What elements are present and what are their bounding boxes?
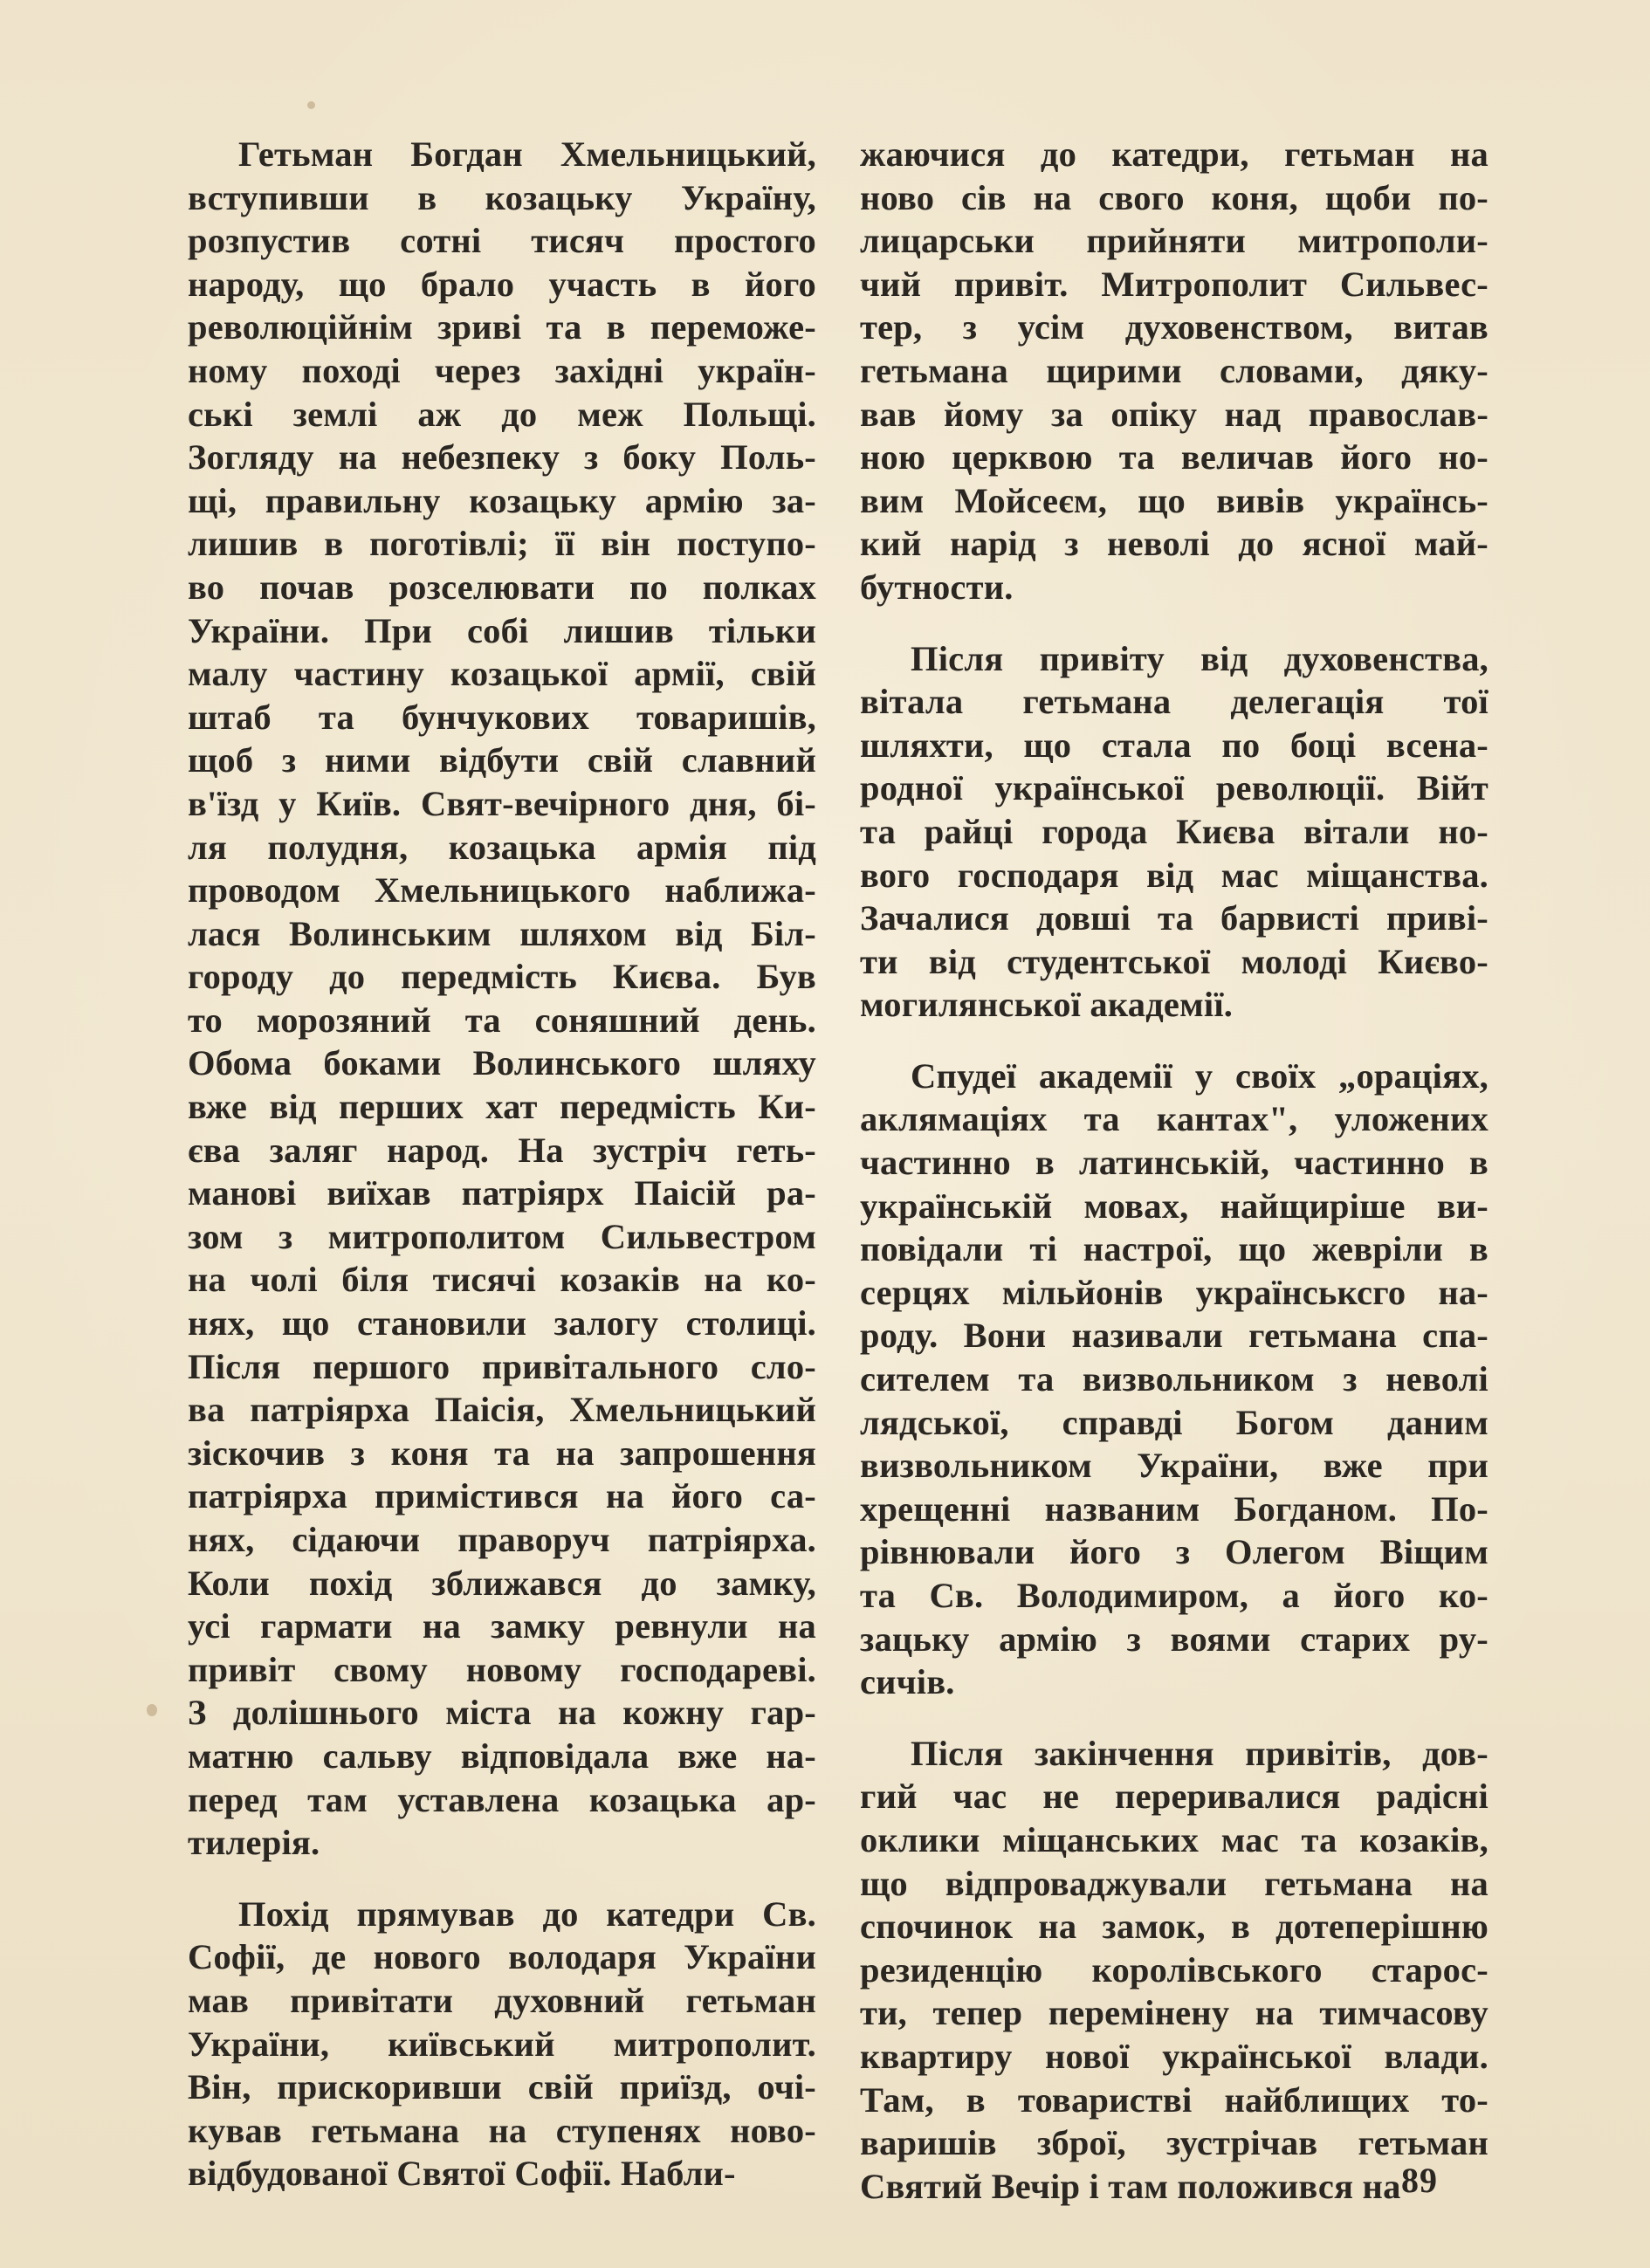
text-line: перед там уставлена козацька ар- <box>188 1779 816 1819</box>
text-line: та райці города Києва вітали но- <box>860 811 1488 851</box>
text-line: гетьмана щирими словами, дяку- <box>860 350 1488 390</box>
text-line: ва патріярха Паісія, Хмельницький <box>188 1390 816 1430</box>
text-line: та Св. Володимиром, а його ко- <box>860 1576 1488 1615</box>
text-line: кував гетьмана на ступенях ново- <box>188 2110 816 2150</box>
text-line: чий привіт. Митрополит Сильвес- <box>860 264 1488 304</box>
text-line: бутности. <box>860 567 1014 607</box>
text-line: революційнім зриві та в переможе- <box>188 307 816 347</box>
text-line: аклямаціях та кантах", уложених <box>860 1099 1488 1139</box>
text-line: українській мовах, найщиріше ви- <box>860 1186 1488 1226</box>
text-line: матню сальву відповідала вже на- <box>188 1735 816 1776</box>
text-line: Він, прискоривши свій приїзд, очі- <box>188 2067 816 2107</box>
text-line: резиденцію королівського старос- <box>860 1949 1488 1990</box>
text-line: ному поході через західні україн- <box>188 350 816 390</box>
text-line: вим Мойсеєм, що вивів українсь- <box>860 480 1488 520</box>
paragraph-gap <box>188 1865 816 1893</box>
text-line: розпустив сотні тисяч простого <box>188 221 816 261</box>
text-line: вступивши в козацьку Україну, <box>188 177 816 217</box>
text-line: гий час не перeривалися радісні <box>860 1777 1488 1817</box>
text-line: Софії, де нового володаря України <box>188 1937 816 1977</box>
text-line: відбудованої Святої Софії. Набли- <box>188 2154 736 2194</box>
text-line: зіскочив з коня та на запрошення <box>188 1433 816 1473</box>
text-line: шляхти, що стала по боці всена- <box>860 725 1488 765</box>
text-line: Спудеї академії у своїх „ораціях, <box>911 1055 1488 1096</box>
text-line: Обома боками Волинського шляху <box>188 1043 816 1083</box>
text-line: нях, сідаючи праворуч патріярха. <box>188 1520 816 1559</box>
text-line: малу частину козацької армії, свій <box>188 654 816 694</box>
text-line: ною церквою та величав його но- <box>860 437 1488 478</box>
paragraph-gap <box>860 1027 1488 1055</box>
text-line: щі, правильну козацьку армію за- <box>188 480 816 520</box>
text-line: жаючися до катедри, гетьман на <box>860 134 1488 174</box>
text-line: в'їзд у Київ. Свят-вечірного дня, бі- <box>188 783 816 823</box>
text-line: лядської, справді Богом даним <box>860 1402 1488 1442</box>
text-line: манові виїхав патріярх Паісій ра- <box>188 1173 816 1213</box>
text-line: мав привітати духовний гетьман <box>188 1980 816 2020</box>
text-line: Зачалися довші та барвисті приві- <box>860 898 1488 938</box>
text-line: на чолі біля тисячі козаків на ко- <box>188 1260 816 1300</box>
text-line: вав йому за опіку над православ- <box>860 394 1488 434</box>
text-line: родної української революції. Війт <box>860 768 1488 808</box>
text-line: могилянської академії. <box>860 985 1234 1025</box>
text-line: привіт свому новому господареві. <box>188 1649 816 1689</box>
text-line: Коли похід зближався до замку, <box>188 1563 816 1603</box>
text-line: Похід прямував до катедри Св. <box>238 1893 816 1934</box>
text-line: хрещенні названим Богданом. По- <box>860 1488 1488 1529</box>
paragraph <box>188 133 816 1865</box>
text-line: рівнювали його з Олегом Віщим <box>860 1532 1488 1572</box>
text-line: квартиру нової української влади. <box>860 2036 1488 2076</box>
text-line: вже від перших хат передмість Ки- <box>188 1087 816 1127</box>
text-line: лицарськи прийняти митрополи- <box>860 221 1488 261</box>
paragraph <box>860 133 1488 609</box>
text-line: Там, в товаристві найблищих то- <box>860 2079 1488 2120</box>
text-line: народу, що брало участь в його <box>188 264 816 304</box>
text-line: то морозяний та соняшний день. <box>188 1000 816 1040</box>
text-line: тер, з усім духовенством, витав <box>860 307 1488 347</box>
text-line: Після закінчення привітів, дов- <box>911 1733 1488 1773</box>
text-line: усі гармати на замку ревнули на <box>188 1606 816 1646</box>
text-line: во почав розселювати по полках <box>188 567 816 607</box>
text-line: проводом Хмельницького наближа- <box>188 870 816 911</box>
text-line: оклики міщанських мас та козаків, <box>860 1819 1488 1859</box>
text-line: Після першого привітального сло- <box>188 1346 816 1386</box>
page-number: 89 <box>1401 2161 1438 2200</box>
text-line: вітала гетьмана делегація тої <box>860 682 1488 722</box>
text-line: повідали ті настрої, що жевріли в <box>860 1229 1488 1269</box>
text-line: зом з митрополитом Сильвестром <box>188 1216 816 1256</box>
text-line: єва заляг народ. На зустріч геть- <box>188 1130 816 1170</box>
text-line: З долішнього міста на кожну гар- <box>188 1693 816 1733</box>
left-column <box>188 133 816 2196</box>
text-line: України. При собі лишив тільки <box>188 610 816 650</box>
text-line: сителем та визвольником з неволі <box>860 1359 1488 1399</box>
text-line: щоб з ними відбути свій славний <box>188 740 816 780</box>
text-line: України, київський митрополит. <box>188 2024 816 2064</box>
paragraph-gap <box>860 609 1488 637</box>
text-line: спочинок на замок, в дотеперішню <box>860 1907 1488 1947</box>
paper-speck <box>147 1704 157 1716</box>
text-line: що відпроваджували гетьмана на <box>860 1863 1488 1903</box>
text-line: ново сів на свого коня, щоби по- <box>860 177 1488 217</box>
text-line: зацьку армію з воями старих ру- <box>860 1619 1488 1659</box>
text-line: варишів зброї, зустрічав гетьман <box>860 2123 1488 2163</box>
text-line: лася Волинським шляхом від Біл- <box>188 913 816 953</box>
text-line: ля полудня, козацька армія під <box>188 827 816 867</box>
text-line: тилерія. <box>188 1823 320 1863</box>
paragraph <box>860 1732 1488 2209</box>
paragraph <box>188 1893 816 2196</box>
text-line: ти, тепер перемінену на тимчасову <box>860 1993 1488 2033</box>
text-line: серцях мільйонів українськсго на- <box>860 1272 1488 1312</box>
text-line: роду. Вони називали гетьмана спа- <box>860 1316 1488 1356</box>
text-line: Після привіту від духовенства, <box>911 638 1488 678</box>
text-line: Гетьман Богдан Хмельницький, <box>238 134 816 174</box>
paragraph <box>860 1055 1488 1704</box>
text-line: Святий Вечір і там положився на <box>860 2166 1401 2206</box>
text-line: частинно в латинській, частинно в <box>860 1143 1488 1183</box>
text-line: визвольником України, вже при <box>860 1446 1488 1486</box>
text-line: штаб та бунчукових товаришів, <box>188 697 816 737</box>
text-line: нях, що становили залогу столиці. <box>188 1303 816 1344</box>
paper-speck <box>307 101 315 109</box>
paragraph-gap <box>860 1704 1488 1732</box>
text-line: сичів. <box>860 1662 955 1702</box>
paragraph <box>860 637 1488 1027</box>
text-line: ти від студентської молоді Києво- <box>860 941 1488 981</box>
text-line: лишив в поготівлі; її він поступо- <box>188 524 816 564</box>
text-line: кий нарід з неволі до ясної май- <box>860 524 1488 564</box>
right-column <box>860 133 1488 2208</box>
text-line: вого господаря від мас міщанства. <box>860 855 1488 895</box>
text-line: городу до передмість Києва. Був <box>188 957 816 997</box>
text-line: патріярха примістився на його са- <box>188 1476 816 1516</box>
text-line: Зогляду на небезпеку з боку Поль- <box>188 437 816 478</box>
text-line: ські землі аж до меж Польщі. <box>188 394 816 434</box>
